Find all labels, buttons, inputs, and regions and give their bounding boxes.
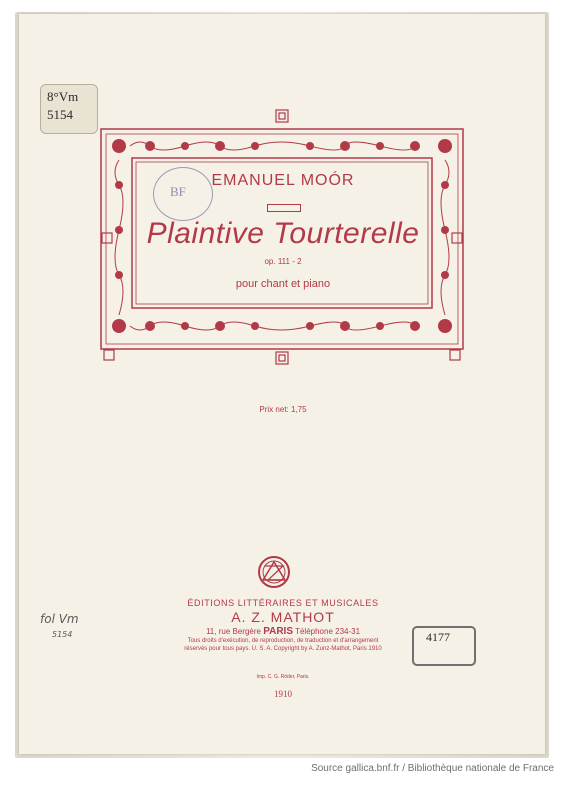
price-text: Prix net: 1,75 [259, 405, 307, 414]
address-street: 11, rue Bergère [205, 627, 261, 636]
publisher-name: A. Z. MATHOT [231, 609, 335, 625]
composer-name: EMANUEL MOÓR [211, 172, 355, 189]
address-city: PARIS [263, 626, 294, 637]
rights-line-1: Tous droits d'exécution, de reproduction, de traduction et d'arrangement [187, 638, 379, 644]
publisher-tagline: ÉDITIONS LITTÉRAIRES ET MUSICALES [187, 598, 379, 608]
source-credit[interactable]: Source gallica.bnf.fr / Bibliothèque nationale de France [311, 763, 554, 774]
shelfmark-line1: 8°Vm [47, 89, 79, 104]
handwritten-shelfmark: fol Vm [40, 612, 79, 626]
scoring-text: pour chant et piano [235, 278, 331, 290]
publisher-emblem [259, 557, 289, 587]
deposit-stamp-text: 4177 [426, 630, 450, 644]
work-title: Plaintive Tourterelle [146, 217, 420, 250]
shelfmark-line2: 5154 [47, 107, 73, 122]
oval-stamp-letters: BF [170, 184, 186, 199]
publisher-address [0, 626, 566, 637]
opus-number: op. 111 - 2 [264, 257, 302, 266]
printer-credit: Imp. C. G. Röder, Paris. [256, 674, 310, 680]
deposit-stamp [412, 626, 476, 666]
handwritten-number: 5154 [52, 630, 73, 639]
publication-year: 1910 [274, 689, 292, 699]
rights-line-2: réservés pour tous pays. U. S. A. Copyright by A. Zunz-Mathot, Paris 1910 [184, 646, 382, 652]
address-phone: Téléphone 234-31 [295, 627, 361, 636]
